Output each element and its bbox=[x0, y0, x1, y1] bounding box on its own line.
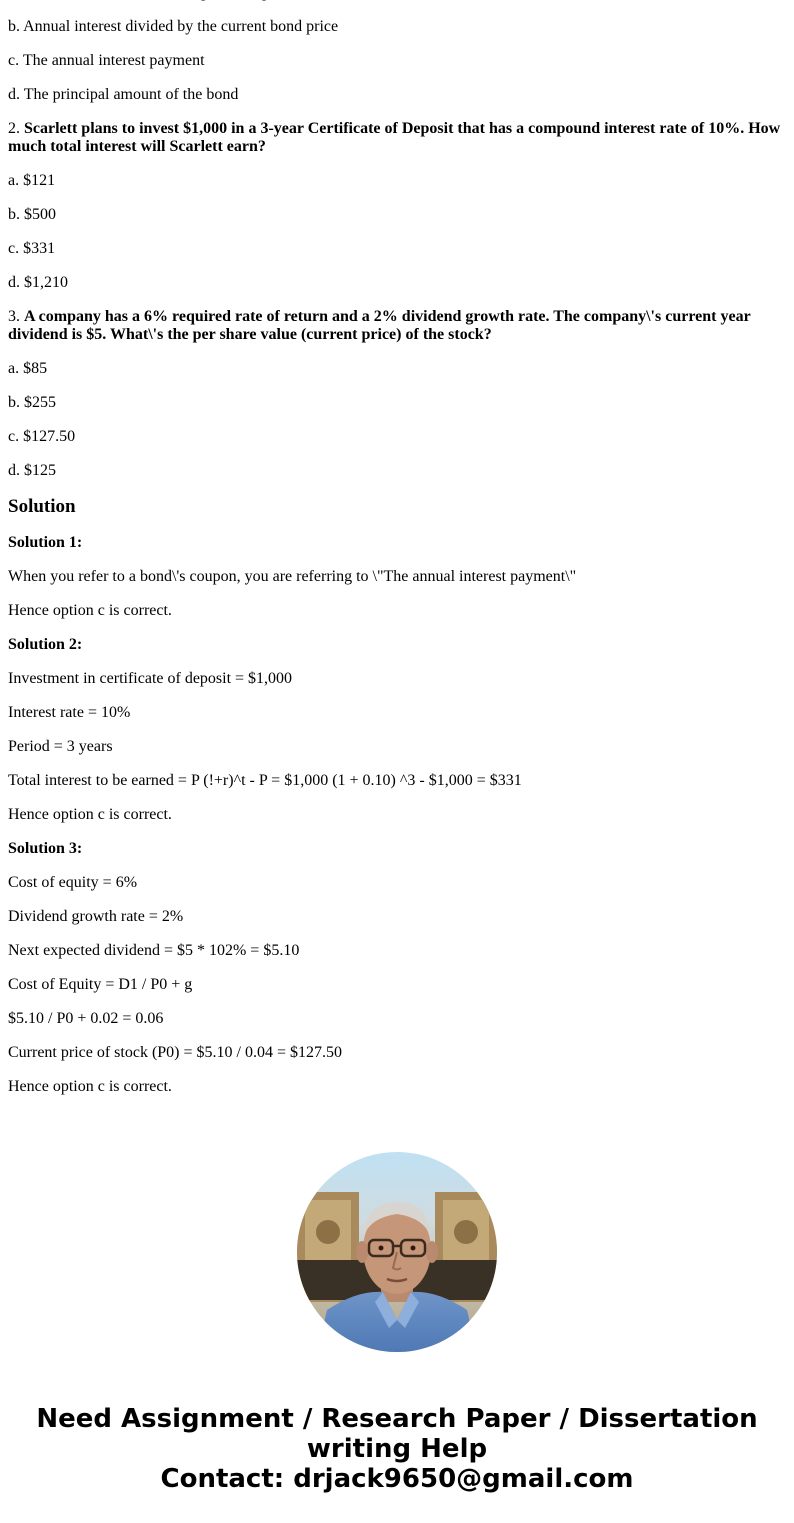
solution-3-line: Cost of equity = 6% bbox=[8, 874, 138, 891]
solution-2-line: Period = 3 years bbox=[8, 738, 113, 755]
solution-2-line: Hence option c is correct. bbox=[8, 806, 172, 823]
question-2-text: Scarlett plans to invest $1,000 in a 3-year Certificate of Deposit that has a compound interest rate of 10%. How much total interest will Scarlett earn? bbox=[8, 120, 781, 155]
solution-1-line: When you refer to a bond\'s coupon, you are referring to \"The annual interest payment\" bbox=[8, 568, 577, 585]
q3-option-a: a. $85 bbox=[8, 360, 48, 377]
solution-2-title: Solution 2: bbox=[8, 636, 83, 653]
q1-option-b: b. Annual interest divided by the current bond price bbox=[8, 18, 339, 35]
promo-line-1: Need Assignment / Research Paper / Dissertation bbox=[36, 1404, 758, 1434]
avatar bbox=[297, 1152, 497, 1352]
q3-option-c: c. $127.50 bbox=[8, 428, 76, 445]
solution-3-line: Hence option c is correct. bbox=[8, 1078, 172, 1095]
question-2-number: 2. bbox=[8, 120, 20, 137]
solution-1-title: Solution 1: bbox=[8, 534, 83, 551]
q1-option-d: d. The principal amount of the bond bbox=[8, 86, 239, 103]
solution-3-line: Current price of stock (P0) = $5.10 / 0.04 = $127.50 bbox=[8, 1044, 342, 1061]
solution-2-line: Interest rate = 10% bbox=[8, 704, 131, 721]
q1-option-a bbox=[8, 0, 786, 2]
solution-3-line: Next expected dividend = $5 * 102% = $5.10 bbox=[8, 942, 300, 959]
solution-2-line: Total interest to be earned = P (!+r)^t - P = $1,000 (1 + 0.10) ^3 - $1,000 = $331 bbox=[8, 772, 522, 789]
promo-banner bbox=[0, 1404, 794, 1494]
question-2 bbox=[8, 120, 786, 156]
q2-option-d: d. $1,210 bbox=[8, 274, 68, 291]
solution-3-line: Cost of Equity = D1 / P0 + g bbox=[8, 976, 193, 993]
solution-3-line: $5.10 / P0 + 0.02 = 0.06 bbox=[8, 1010, 164, 1027]
solution-2-line: Investment in certificate of deposit = $1,000 bbox=[8, 670, 293, 687]
solution-1-line: Hence option c is correct. bbox=[8, 602, 172, 619]
q2-option-a: a. $121 bbox=[8, 172, 56, 189]
question-3-text: A company has a 6% required rate of return and a 2% dividend growth rate. The company\'s current year dividend is $5. What\'s the per share value (current price) of the stock? bbox=[8, 308, 751, 343]
q3-option-b: b. $255 bbox=[8, 394, 56, 411]
q2-option-b: b. $500 bbox=[8, 206, 56, 223]
q1-option-c: c. The annual interest payment bbox=[8, 52, 205, 69]
promo-contact: Contact: drjack9650@gmail.com bbox=[160, 1464, 634, 1494]
q2-option-c: c. $331 bbox=[8, 240, 56, 257]
promo-line-2: writing Help bbox=[306, 1434, 488, 1464]
solution-heading: Solution bbox=[8, 496, 76, 517]
question-3-number: 3. bbox=[8, 308, 20, 325]
solution-3-title: Solution 3: bbox=[8, 840, 83, 857]
document-body bbox=[8, 0, 786, 1112]
solution-3-line: Dividend growth rate = 2% bbox=[8, 908, 184, 925]
avatar-portrait bbox=[297, 1152, 497, 1352]
q3-option-d: d. $125 bbox=[8, 462, 56, 479]
question-3 bbox=[8, 308, 786, 344]
